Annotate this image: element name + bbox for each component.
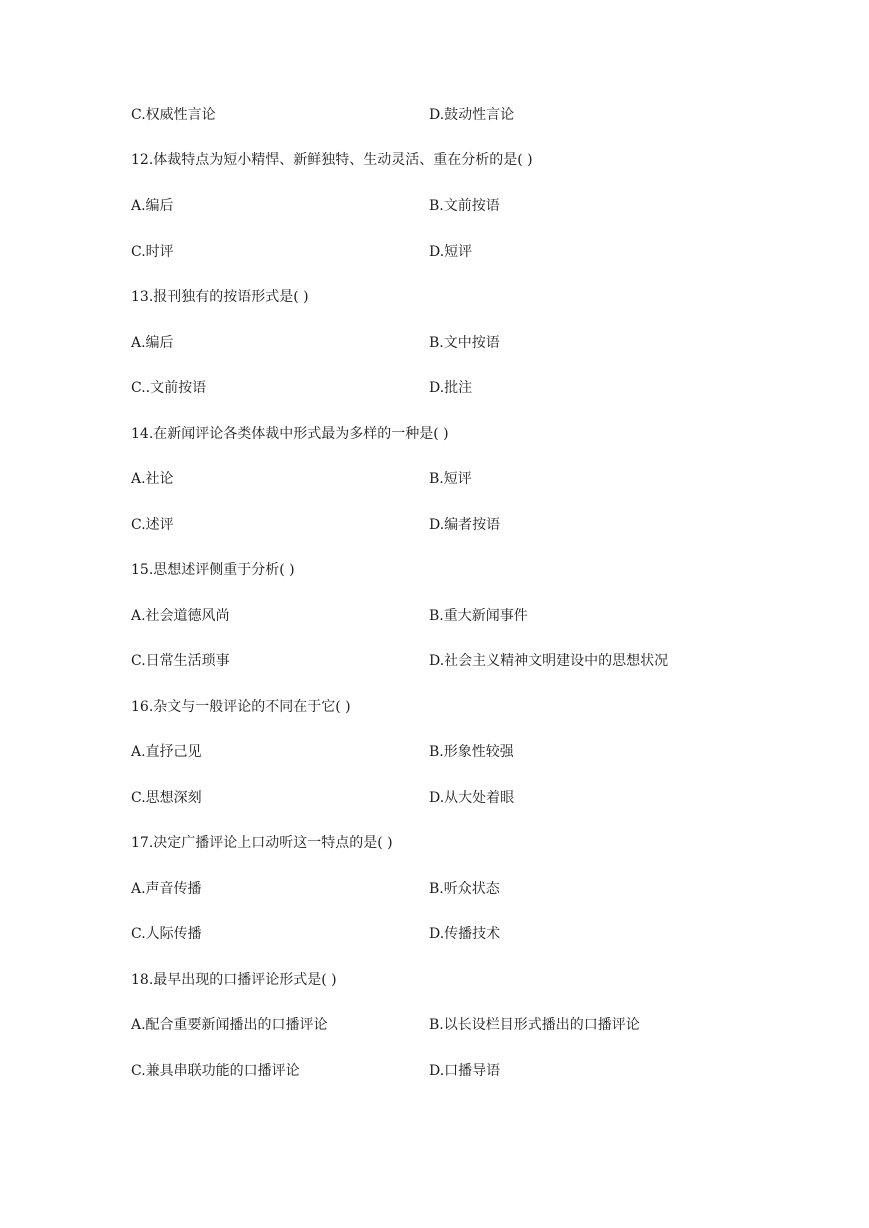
option-c: C.权威性言论 [131,107,216,123]
option-a: A.编后 [131,335,174,351]
option-a: A.编后 [131,198,174,214]
option-b: B.重大新闻事件 [429,608,528,624]
option-a: A.声音传播 [131,881,202,897]
question-15: 15.思想述评侧重于分析( ) [131,562,295,578]
question-13: 13.报刊独有的按语形式是( ) [131,289,309,305]
option-d: D.社会主义精神文明建设中的思想状况 [429,653,669,669]
option-b: B.听众状态 [429,881,500,897]
option-c: C.时评 [131,244,174,260]
option-d: D.口播导语 [429,1063,501,1079]
option-d: D.从大处着眼 [429,790,515,806]
option-a: A.直抒己见 [131,744,202,760]
option-d: D.编者按语 [429,517,501,533]
option-d: D.短评 [429,244,473,260]
question-16: 16.杂文与一般评论的不同在于它( ) [131,699,351,715]
option-b: B.文中按语 [429,335,500,351]
option-b: B.短评 [429,471,472,487]
option-c: C.述评 [131,517,174,533]
option-d: D.批注 [429,380,473,396]
option-c: C..文前按语 [131,380,207,396]
question-12: 12.体裁特点为短小精悍、新鲜独特、生动灵活、重在分析的是( ) [131,152,533,168]
question-17: 17.决定广播评论上口动听这一特点的是( ) [131,835,393,851]
option-a: A.社会道德风尚 [131,608,230,624]
question-18: 18.最早出现的口播评论形式是( ) [131,972,337,988]
option-c: C.日常生活琐事 [131,653,230,669]
option-b: B.以长设栏目形式播出的口播评论 [429,1017,640,1033]
option-d: D.传播技术 [429,926,501,942]
option-c: C.思想深刻 [131,790,202,806]
option-b: B.文前按语 [429,198,500,214]
option-a: A.配合重要新闻播出的口播评论 [131,1017,328,1033]
option-b: B.形象性较强 [429,744,514,760]
option-c: C.人际传播 [131,926,202,942]
option-d: D.鼓动性言论 [429,107,515,123]
question-14: 14.在新闻评论各类体裁中形式最为多样的一种是( ) [131,426,449,442]
option-c: C.兼具串联功能的口播评论 [131,1063,300,1079]
option-a: A.社论 [131,471,174,487]
